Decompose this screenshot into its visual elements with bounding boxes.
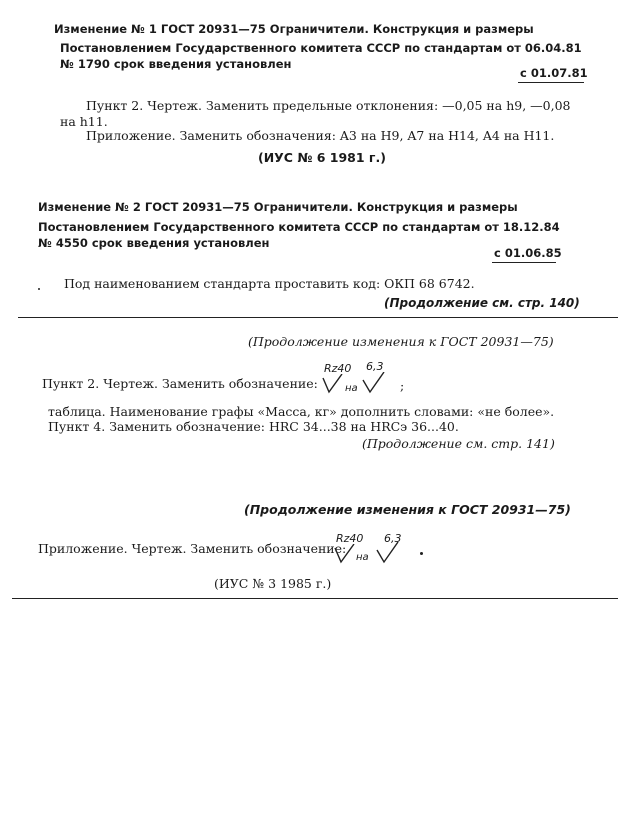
roughness-rz-label: Rz40 xyxy=(324,362,352,375)
roughness2-63-label: 6,3 xyxy=(384,532,402,545)
section-divider-1 xyxy=(18,317,618,318)
change2-continued-1: (Продолжение см. стр. 140) xyxy=(384,296,580,310)
roughness-63-label: 6,3 xyxy=(366,360,384,373)
change1-date-underline xyxy=(518,82,584,83)
change2-date-underline xyxy=(492,262,556,263)
change2-code-line: Под наименованием стандарта проставить код: ОКП 68 6742. xyxy=(64,276,475,291)
change2-item-d: Приложение. Чертеж. Заменить обозначение: xyxy=(38,541,347,556)
change2-decree: Постановлением Государственного комитета СССР по стандартам от 18.12.84 xyxy=(38,220,560,234)
roughness2-na-label: на xyxy=(356,552,369,563)
change1-item1-line1: Пункт 2. Чертеж. Заменить предельные отклонения: —0,05 на h9, —0,08 xyxy=(86,98,571,113)
change1-date: с 01.07.81 xyxy=(520,66,588,80)
change2-number: № 4550 срок введения установлен xyxy=(38,236,270,250)
roughness-check-icon xyxy=(322,374,344,394)
change2-reference: (ИУС № 3 1985 г.) xyxy=(214,576,332,591)
change2-item-b: таблица. Наименование графы «Масса, кг» дополнить словами: «не более». xyxy=(48,404,555,419)
change1-item2: Приложение. Заменить обозначения: A3 на H9, A7 на H14, A4 на H11. xyxy=(86,128,555,143)
change1-reference: (ИУС № 6 1981 г.) xyxy=(258,150,386,165)
change1-number: № 1790 срок введения установлен xyxy=(60,57,292,71)
change2-item-c: Пункт 4. Заменить обозначение: HRC 34...38 на HRCэ 36...40. xyxy=(48,419,459,434)
roughness-check-icon xyxy=(334,544,356,564)
speck xyxy=(38,288,40,290)
semicolon: ; xyxy=(400,378,405,393)
change2-date: с 01.06.85 xyxy=(494,246,562,260)
roughness-na-label: на xyxy=(345,383,358,394)
change2-item-a: Пункт 2. Чертеж. Заменить обозначение: xyxy=(42,376,318,391)
continuation-header-1: (Продолжение изменения к ГОСТ 20931—75) xyxy=(248,334,554,349)
roughness2-rz-label: Rz40 xyxy=(336,532,364,545)
section-divider-2 xyxy=(12,598,618,599)
change2-continued-2: (Продолжение см. стр. 141) xyxy=(362,436,555,451)
change1-item1-line2: на h11. xyxy=(60,114,108,129)
roughness-check-icon xyxy=(362,372,386,394)
change2-title: Изменение № 2 ГОСТ 20931—75 Ограничители. Конструкция и размеры xyxy=(38,200,518,214)
change1-decree: Постановлением Государственного комитета СССР по стандартам от 06.04.81 xyxy=(60,41,582,55)
change1-title: Изменение № 1 ГОСТ 20931—75 Ограничители. Конструкция и размеры xyxy=(54,22,534,36)
roughness-check-icon xyxy=(376,542,400,564)
continuation-header-2: (Продолжение изменения к ГОСТ 20931—75) xyxy=(244,502,571,517)
dot-mark xyxy=(420,552,423,555)
